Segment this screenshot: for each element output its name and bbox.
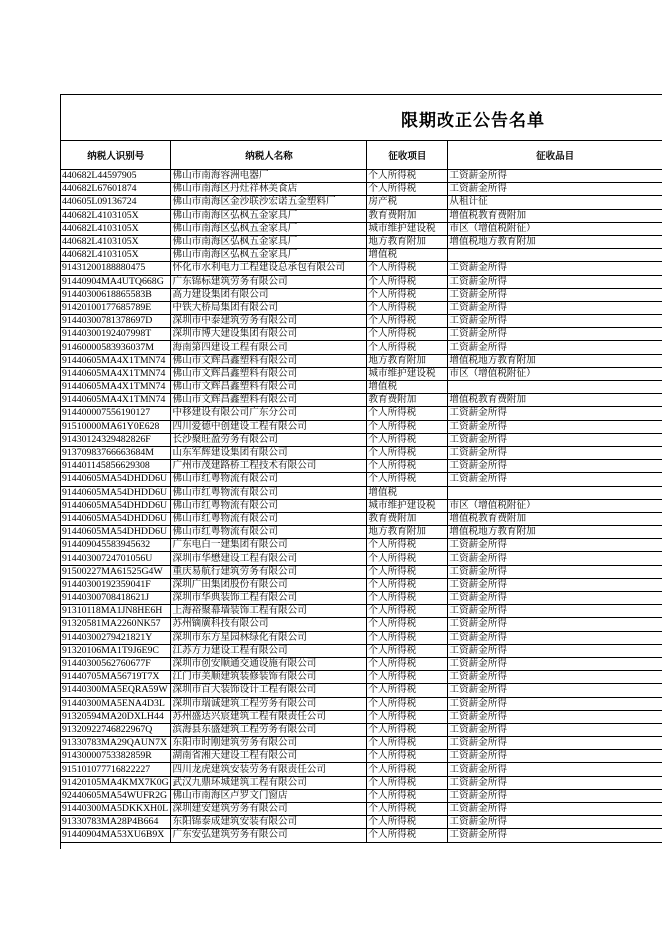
table-row xyxy=(61,446,662,459)
taxpayer-id-cell: 91440904558394563​2 xyxy=(61,539,171,552)
table-row xyxy=(61,829,662,842)
taxpayer-id-cell: 91440705MA56719T7X xyxy=(61,671,171,684)
tax-category-cell: 工资薪金所得 xyxy=(448,697,662,710)
tax-category-cell: 增值税教育费附加 xyxy=(448,512,662,525)
taxpayer-name-cell: 深圳市华懋建设工程有限公司 xyxy=(171,552,367,565)
taxpayer-name-cell: 佛山市红粤物流有限公司 xyxy=(171,499,367,512)
tax-item-cell: 个人所得税 xyxy=(367,631,448,644)
taxpayer-name-cell: 佛山市红粤物流有限公司 xyxy=(171,512,367,525)
tax-category-cell: 增值税地方教育附加 xyxy=(448,526,662,539)
table-row xyxy=(61,433,662,446)
taxpayer-id-cell: 440682L4103105X xyxy=(61,235,171,248)
tax-category-cell: 工资薪金所得 xyxy=(448,803,662,816)
tax-category-cell: 工资薪金所得 xyxy=(448,710,662,723)
tax-category-cell: 工资薪金所得 xyxy=(448,829,662,842)
table-row xyxy=(61,420,662,433)
tax-item-cell: 增值税 xyxy=(367,381,448,394)
tax-category-cell: 工资薪金所得 xyxy=(448,539,662,552)
taxpayer-name-cell: 广东锦标建筑劳务有限公司 xyxy=(171,275,367,288)
tax-item-cell: 个人所得税 xyxy=(367,288,448,301)
taxpayer-name-cell: 海南第四建设工程有限公司 xyxy=(171,341,367,354)
table-row xyxy=(61,262,662,275)
taxpayer-id-cell: 91320581MA2260NK57 xyxy=(61,618,171,631)
taxpayer-name-cell: 武汉九鼎环城建筑工程有限公司 xyxy=(171,776,367,789)
tax-category-cell: 工资薪金所得 xyxy=(448,552,662,565)
taxpayer-id-cell: 91440904MA4UTQ668G xyxy=(61,275,171,288)
tax-category-cell xyxy=(448,486,662,499)
taxpayer-name-cell: 广东安弘建筑劳务有限公司 xyxy=(171,829,367,842)
tax-category-cell: 工资薪金所得 xyxy=(448,315,662,328)
table-row xyxy=(61,723,662,736)
tax-item-cell: 个人所得税 xyxy=(367,460,448,473)
table-row xyxy=(61,275,662,288)
taxpayer-name-cell: 怀化市水利电力工程建设总承包有限公司 xyxy=(171,262,367,275)
tax-item-cell: 个人所得税 xyxy=(367,328,448,341)
tax-item-cell: 个人所得税 xyxy=(367,605,448,618)
taxpayer-name-cell: 滨海县东盛建筑工程劳务有限公司 xyxy=(171,723,367,736)
table-row xyxy=(61,341,662,354)
taxpayer-id-cell: 91310118MA1JN8HE6H xyxy=(61,605,171,618)
tax-item-cell: 增值税 xyxy=(367,249,448,262)
tax-item-cell: 个人所得税 xyxy=(367,592,448,605)
tax-category-cell: 工资薪金所得 xyxy=(448,684,662,697)
taxpayer-name-cell: 苏州镝廣科技有限公司 xyxy=(171,618,367,631)
tax-category-cell: 工资薪金所得 xyxy=(448,565,662,578)
table-row xyxy=(61,183,662,196)
table-row xyxy=(61,592,662,605)
taxpayer-id-cell: 91320922746822967Q xyxy=(61,723,171,736)
taxpayer-name-cell: 佛山市南海区丹灶祥林美食店 xyxy=(171,183,367,196)
tax-item-cell: 个人所得税 xyxy=(367,433,448,446)
table-row xyxy=(61,381,662,394)
taxpayer-name-cell: 深圳广田集团股份有限公司 xyxy=(171,578,367,591)
tax-item-cell: 个人所得税 xyxy=(367,539,448,552)
tax-item-cell: 个人所得税 xyxy=(367,789,448,802)
taxpayer-id-cell: 440605L09136724 xyxy=(61,196,171,209)
tax-category-cell: 增值税地方教育附加 xyxy=(448,235,662,248)
page-title: 限期改正公告名单 xyxy=(401,111,545,131)
tax-item-cell: 个人所得税 xyxy=(367,473,448,486)
tax-category-cell: 工资薪金所得 xyxy=(448,341,662,354)
tax-item-cell: 城市维护建设税 xyxy=(367,367,448,380)
tax-category-cell: 增值税教育费附加 xyxy=(448,209,662,222)
tax-item-cell: 个人所得税 xyxy=(367,301,448,314)
taxpayer-id-cell: 91330783MA28P4B664 xyxy=(61,816,171,829)
taxpayer-name-cell: 重庆易航行建筑劳务有限公司 xyxy=(171,565,367,578)
table-row xyxy=(61,552,662,565)
tax-item-cell: 个人所得税 xyxy=(367,420,448,433)
tax-item-cell: 地方教育附加 xyxy=(367,235,448,248)
taxpayer-name-cell: 中铁大桥局集团有限公司 xyxy=(171,301,367,314)
taxpayer-name-cell: 深圳建安建筑劳务有限公司 xyxy=(171,803,367,816)
spreadsheet xyxy=(60,94,662,849)
tax-item-cell: 个人所得税 xyxy=(367,446,448,459)
header-row xyxy=(61,140,662,170)
table-row xyxy=(61,222,662,235)
tax-item-cell: 个人所得税 xyxy=(367,723,448,736)
taxpayer-name-cell: 佛山市红粤物流有限公司 xyxy=(171,473,367,486)
tax-category-cell: 增值税教育费附加 xyxy=(448,394,662,407)
table-row xyxy=(61,644,662,657)
tax-category-cell: 工资薪金所得 xyxy=(448,671,662,684)
title-row xyxy=(61,95,662,141)
taxpayer-id-cell: 91440605MA54DHDD6U xyxy=(61,499,171,512)
tax-item-cell: 个人所得税 xyxy=(367,710,448,723)
taxpayer-id-cell: 91370983766663684M xyxy=(61,446,171,459)
tax-item-cell: 个人所得税 xyxy=(367,183,448,196)
taxpayer-id-cell: 91440114585662930​8 xyxy=(61,460,171,473)
taxpayer-name-cell: 佛山市文辉昌鑫塑料有限公司 xyxy=(171,394,367,407)
tax-item-cell: 个人所得税 xyxy=(367,170,448,183)
table-row xyxy=(61,750,662,763)
table-row xyxy=(61,249,662,262)
taxpayer-name-cell: 高力建设集团有限公司 xyxy=(171,288,367,301)
taxpayer-id-cell: 440682L4103105X xyxy=(61,209,171,222)
tax-item-cell: 教育费附加 xyxy=(367,394,448,407)
taxpayer-name-cell: 佛山市文辉昌鑫塑料有限公司 xyxy=(171,381,367,394)
taxpayer-id-cell: 91440605MA4X1TMN74 xyxy=(61,394,171,407)
taxpayer-id-cell: 91431200188880475 xyxy=(61,262,171,275)
taxpayer-id-cell: 91440605MA4X1TMN74 xyxy=(61,367,171,380)
tax-category-cell: 工资薪金所得 xyxy=(448,275,662,288)
table-row xyxy=(61,473,662,486)
taxpayer-id-cell: 91440904MA53XU6B9X xyxy=(61,829,171,842)
tax-item-cell: 个人所得税 xyxy=(367,565,448,578)
tax-item-cell: 个人所得税 xyxy=(367,275,448,288)
taxpayer-name-cell: 佛山市文辉昌鑫塑料有限公司 xyxy=(171,367,367,380)
table-row xyxy=(61,354,662,367)
table-row xyxy=(61,631,662,644)
table-row xyxy=(61,565,662,578)
table-row xyxy=(61,605,662,618)
tax-item-cell: 个人所得税 xyxy=(367,578,448,591)
tax-category-cell: 工资薪金所得 xyxy=(448,433,662,446)
tax-item-cell: 个人所得税 xyxy=(367,407,448,420)
table-row xyxy=(61,526,662,539)
tax-category-cell: 工资薪金所得 xyxy=(448,328,662,341)
tax-item-cell: 个人所得税 xyxy=(367,697,448,710)
table-row xyxy=(61,512,662,525)
tax-category-cell: 工资薪金所得 xyxy=(448,789,662,802)
taxpayer-id-cell: 91440300279421821Y xyxy=(61,631,171,644)
tax-item-cell: 城市维护建设税 xyxy=(367,499,448,512)
taxpayer-name-cell: 广州市茂建路桥工程技术有限公司 xyxy=(171,460,367,473)
tax-category-cell: 工资薪金所得 xyxy=(448,763,662,776)
taxpayer-id-cell: 440682L4103105X xyxy=(61,222,171,235)
table-row xyxy=(61,763,662,776)
taxpayer-id-cell: 91420100177685789E xyxy=(61,301,171,314)
tax-category-cell: 增值税地方教育附加 xyxy=(448,354,662,367)
taxpayer-name-cell: 广东电白一建集团有限公司 xyxy=(171,539,367,552)
tax-item-cell: 个人所得税 xyxy=(367,829,448,842)
taxpayer-id-cell: 91440605MA4X1TMN74 xyxy=(61,354,171,367)
tax-category-cell: 从租计征 xyxy=(448,196,662,209)
taxpayer-id-cell: 440682L67601874 xyxy=(61,183,171,196)
tax-category-cell: 工资薪金所得 xyxy=(448,592,662,605)
table-row xyxy=(61,789,662,802)
tax-item-cell: 个人所得税 xyxy=(367,671,448,684)
table-row xyxy=(61,710,662,723)
tax-item-cell: 个人所得税 xyxy=(367,803,448,816)
taxpayer-id-cell: 91430000753382859R xyxy=(61,750,171,763)
taxpayer-id-cell: 91510107771682222​7 xyxy=(61,763,171,776)
tax-category-cell: 市区（增值税附征） xyxy=(448,499,662,512)
table-row xyxy=(61,499,662,512)
table-row xyxy=(61,671,662,684)
taxpayer-id-cell: 440682L44597905 xyxy=(61,170,171,183)
taxpayer-id-cell: 91440300724701056U xyxy=(61,552,171,565)
taxpayer-id-cell: 91460000583936037M xyxy=(61,341,171,354)
table-row xyxy=(61,407,662,420)
tax-item-cell: 房产税 xyxy=(367,196,448,209)
tax-category-cell: 工资薪金所得 xyxy=(448,420,662,433)
tax-item-cell: 个人所得税 xyxy=(367,763,448,776)
tax-category-cell: 工资薪金所得 xyxy=(448,473,662,486)
taxpayer-name-cell: 佛山市南海区卢罗文门窗店 xyxy=(171,789,367,802)
taxpayer-name-cell: 佛山市南海区金沙联沙宏诺五金塑料厂 xyxy=(171,196,367,209)
tax-category-cell: 工资薪金所得 xyxy=(448,578,662,591)
tax-category-cell: 工资薪金所得 xyxy=(448,460,662,473)
tax-category-cell: 工资薪金所得 xyxy=(448,170,662,183)
taxpayer-id-cell: 91510000MA61Y0E628 xyxy=(61,420,171,433)
tax-category-cell: 工资薪金所得 xyxy=(448,816,662,829)
tax-item-cell: 地方教育附加 xyxy=(367,354,448,367)
taxpayer-name-cell: 深圳市创安顺通交通设施有限公司 xyxy=(171,657,367,670)
column-header-taxpayer-id: 纳税人识别号 xyxy=(61,140,171,170)
taxpayer-name-cell: 山东军辉建设集团有限公司 xyxy=(171,446,367,459)
taxpayer-name-cell: 东阳市时刚建筑劳务有限公司 xyxy=(171,737,367,750)
tax-category-cell: 工资薪金所得 xyxy=(448,183,662,196)
tax-category-cell xyxy=(448,381,662,394)
taxpayer-name-cell: 佛山市文辉昌鑫塑料有限公司 xyxy=(171,354,367,367)
table-row xyxy=(61,657,662,670)
taxpayer-id-cell: 91320106MA1T9J6E9C xyxy=(61,644,171,657)
taxpayer-id-cell: 91440605MA4X1TMN74 xyxy=(61,381,171,394)
tax-item-cell: 个人所得税 xyxy=(367,618,448,631)
tax-category-cell: 工资薪金所得 xyxy=(448,776,662,789)
taxpayer-name-cell: 佛山市南海区弘枫五金家具厂 xyxy=(171,235,367,248)
tax-category-cell: 工资薪金所得 xyxy=(448,631,662,644)
tax-item-cell: 个人所得税 xyxy=(367,750,448,763)
taxpayer-id-cell: 91330783MA29QAUN7X xyxy=(61,737,171,750)
table-row xyxy=(61,460,662,473)
table-row xyxy=(61,618,662,631)
tax-item-cell: 增值税 xyxy=(367,486,448,499)
tax-category-cell: 工资薪金所得 xyxy=(448,605,662,618)
taxpayer-name-cell: 上海裕聚幕墙装饰工程有限公司 xyxy=(171,605,367,618)
tax-category-cell: 工资薪金所得 xyxy=(448,737,662,750)
data-table xyxy=(61,140,662,843)
table-row xyxy=(61,816,662,829)
taxpayer-name-cell: 长沙聚旺盈劳务有限公司 xyxy=(171,433,367,446)
taxpayer-name-cell: 佛山市南海容洲电器厂 xyxy=(171,170,367,183)
taxpayer-id-cell: 91440300708418621J xyxy=(61,592,171,605)
tax-category-cell: 工资薪金所得 xyxy=(448,262,662,275)
table-row xyxy=(61,737,662,750)
table-row xyxy=(61,803,662,816)
taxpayer-name-cell: 佛山市南海区弘枫五金家具厂 xyxy=(171,222,367,235)
tax-item-cell: 个人所得税 xyxy=(367,657,448,670)
taxpayer-name-cell: 江苏方力建设工程有限公司 xyxy=(171,644,367,657)
taxpayer-id-cell: 91440605MA54DHDD6U xyxy=(61,512,171,525)
taxpayer-id-cell: 92440605MA54WUFR2G xyxy=(61,789,171,802)
tax-category-cell: 工资薪金所得 xyxy=(448,618,662,631)
taxpayer-id-cell: 91430124329482826F xyxy=(61,433,171,446)
tax-item-cell: 教育费附加 xyxy=(367,209,448,222)
tax-category-cell: 工资薪金所得 xyxy=(448,750,662,763)
tax-item-cell: 个人所得税 xyxy=(367,737,448,750)
taxpayer-name-cell: 江门市美顺建筑装修装饰有限公司 xyxy=(171,671,367,684)
table-row xyxy=(61,170,662,183)
taxpayer-id-cell: 91440300562760677F xyxy=(61,657,171,670)
taxpayer-id-cell: 91320594MA20DXLH44 xyxy=(61,710,171,723)
table-row xyxy=(61,776,662,789)
table-row xyxy=(61,697,662,710)
taxpayer-id-cell: 91440605MA54DHDD6U xyxy=(61,473,171,486)
taxpayer-name-cell: 深圳市东方星园林绿化有限公司 xyxy=(171,631,367,644)
table-row xyxy=(61,578,662,591)
table-row xyxy=(61,394,662,407)
taxpayer-id-cell: 91440300MA5ENA4D3L xyxy=(61,697,171,710)
taxpayer-name-cell: 佛山市南海区弘枫五金家具厂 xyxy=(171,249,367,262)
tax-category-cell: 市区（增值税附征） xyxy=(448,222,662,235)
tax-item-cell: 个人所得税 xyxy=(367,816,448,829)
tax-item-cell: 地方教育附加 xyxy=(367,526,448,539)
tax-category-cell: 工资薪金所得 xyxy=(448,301,662,314)
taxpayer-name-cell: 苏州盛达兴宸建筑工程有限责任公司 xyxy=(171,710,367,723)
column-header-taxpayer-name: 纳税人名称 xyxy=(171,140,367,170)
taxpayer-name-cell: 佛山市红粤物流有限公司 xyxy=(171,526,367,539)
taxpayer-id-cell: 91440300192359041F xyxy=(61,578,171,591)
tax-category-cell: 工资薪金所得 xyxy=(448,657,662,670)
table-row xyxy=(61,367,662,380)
taxpayer-name-cell: 深圳市华典装饰工程有限公司 xyxy=(171,592,367,605)
tax-item-cell: 个人所得税 xyxy=(367,644,448,657)
tax-category-cell: 市区（增值税附征） xyxy=(448,367,662,380)
tax-item-cell: 个人所得税 xyxy=(367,262,448,275)
taxpayer-id-cell: 91440300MA5DKKXH0L xyxy=(61,803,171,816)
taxpayer-id-cell: 91500227MA61525G4W xyxy=(61,565,171,578)
taxpayer-id-cell: 91440605MA54DHDD6U xyxy=(61,526,171,539)
tax-item-cell: 个人所得税 xyxy=(367,552,448,565)
taxpayer-id-cell: 91440300781378697D xyxy=(61,315,171,328)
tax-category-cell: 工资薪金所得 xyxy=(448,407,662,420)
tax-item-cell: 个人所得税 xyxy=(367,341,448,354)
taxpayer-name-cell: 深圳市中泰建筑劳务有限公司 xyxy=(171,315,367,328)
taxpayer-name-cell: 深圳市百大装饰设计工程有限公司 xyxy=(171,684,367,697)
tax-category-cell xyxy=(448,249,662,262)
table-row xyxy=(61,209,662,222)
column-header-tax-item: 征收项目 xyxy=(367,140,448,170)
taxpayer-name-cell: 佛山市南海区弘枫五金家具厂 xyxy=(171,209,367,222)
tax-category-cell: 工资薪金所得 xyxy=(448,723,662,736)
taxpayer-id-cell: 91440000755619012​7 xyxy=(61,407,171,420)
table-row xyxy=(61,235,662,248)
taxpayer-name-cell: 中移建设有限公司广东分公司 xyxy=(171,407,367,420)
taxpayer-id-cell: 440682L4103105X xyxy=(61,249,171,262)
taxpayer-id-cell: 91440300MA5EQRA59W xyxy=(61,684,171,697)
tax-item-cell: 个人所得税 xyxy=(367,776,448,789)
tax-item-cell: 教育费附加 xyxy=(367,512,448,525)
taxpayer-name-cell: 东阳锦泰成建筑安装有限公司 xyxy=(171,816,367,829)
table-row xyxy=(61,301,662,314)
tax-category-cell: 工资薪金所得 xyxy=(448,288,662,301)
taxpayer-name-cell: 四川爱德中创建设工程有限公司 xyxy=(171,420,367,433)
taxpayer-id-cell: 91440300618865583B xyxy=(61,288,171,301)
column-header-tax-category: 征收品目 xyxy=(448,140,662,170)
table-row xyxy=(61,196,662,209)
taxpayer-id-cell: 91420105MA4KMX7K0G xyxy=(61,776,171,789)
taxpayer-id-cell: 91440300192407998T xyxy=(61,328,171,341)
taxpayer-name-cell: 湖南省湘天建设工程有限公司 xyxy=(171,750,367,763)
table-row xyxy=(61,328,662,341)
table-row xyxy=(61,539,662,552)
tax-item-cell: 个人所得税 xyxy=(367,684,448,697)
table-row xyxy=(61,486,662,499)
taxpayer-name-cell: 深圳市瑞诚建筑工程劳务有限公司 xyxy=(171,697,367,710)
taxpayer-id-cell: 91440605MA54DHDD6U xyxy=(61,486,171,499)
tax-category-cell: 工资薪金所得 xyxy=(448,644,662,657)
table-row xyxy=(61,288,662,301)
tax-item-cell: 城市维护建设税 xyxy=(367,222,448,235)
table-row xyxy=(61,315,662,328)
tax-item-cell: 个人所得税 xyxy=(367,315,448,328)
tax-category-cell: 工资薪金所得 xyxy=(448,446,662,459)
taxpayer-name-cell: 四川龙虎建筑安装劳务有限责任公司 xyxy=(171,763,367,776)
table-row xyxy=(61,684,662,697)
taxpayer-name-cell: 深圳市博大建设集团有限公司 xyxy=(171,328,367,341)
taxpayer-name-cell: 佛山市红粤物流有限公司 xyxy=(171,486,367,499)
